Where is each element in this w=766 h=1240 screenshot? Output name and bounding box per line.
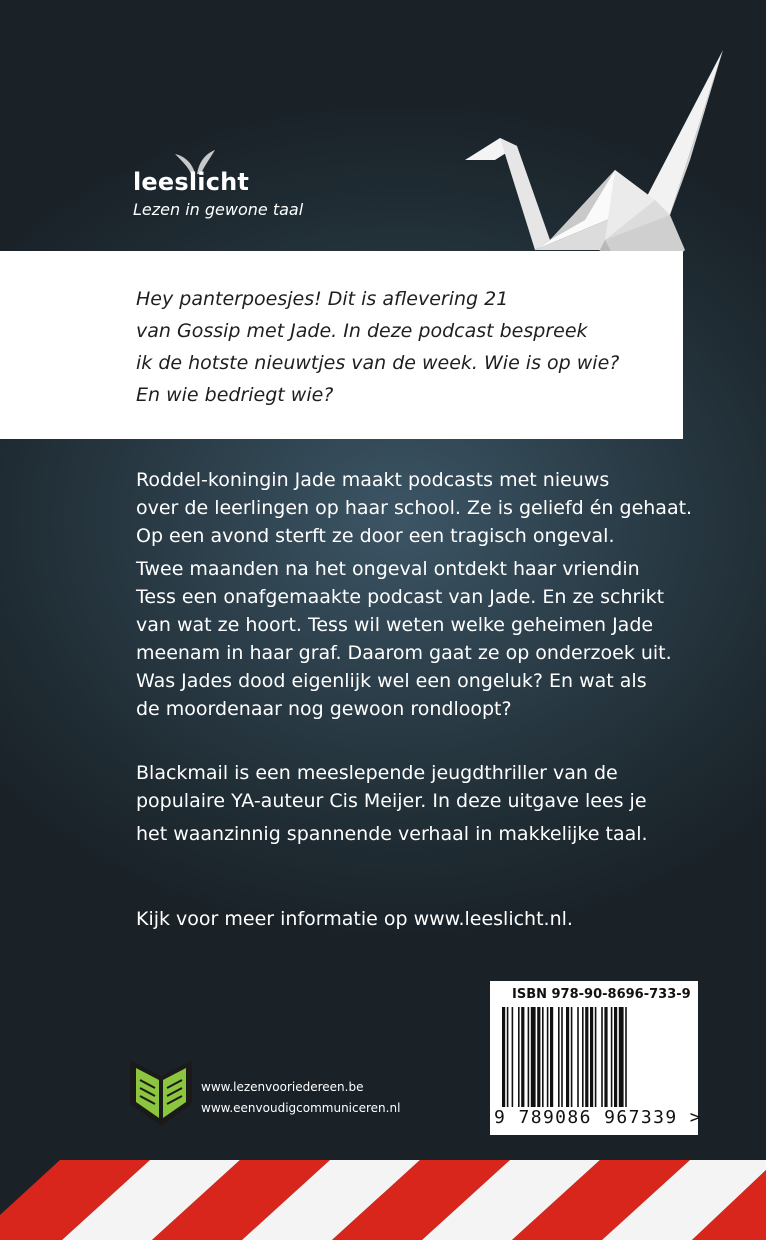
description-line: de moordenaar nog gewoon rondloopt? — [136, 698, 512, 720]
blurb-line: Blackmail is een meeslepende jeugdthriller van de — [136, 762, 618, 784]
description-line: Op een avond sterft ze door een tragisch ongeval. — [136, 525, 615, 547]
description-line: meenam in haar graf. Daarom gaat ze op onderzoek uit. — [136, 642, 672, 664]
quote-panel — [0, 251, 683, 439]
info-line: Kijk voor meer informatie op www.leeslicht.nl. — [136, 908, 573, 930]
publisher-name: leeslicht — [133, 168, 250, 196]
partner-link[interactable]: www.eenvoudigcommuniceren.nl — [201, 1101, 401, 1115]
quote-line: En wie bedriegt wie? — [136, 384, 334, 406]
description-line: over de leerlingen op haar school. Ze is geliefd én gehaat. — [136, 497, 693, 519]
description-line: van wat ze hoort. Tess wil weten welke geheimen Jade — [136, 614, 654, 636]
isbn-digits: 9 789086 967339 > — [494, 1107, 703, 1128]
partner-link[interactable]: www.lezenvooriedereen.be — [201, 1080, 364, 1094]
quote-line: ik de hotste nieuwtjes van de week. Wie is op wie? — [136, 352, 620, 374]
hazard-stripes — [0, 1160, 766, 1240]
barcode-icon — [498, 1007, 688, 1107]
description-line: Roddel-koningin Jade maakt podcasts met nieuws — [136, 469, 610, 491]
book-icon — [130, 1060, 192, 1126]
quote-line: Hey panterpoesjes! Dit is aflevering 21 — [136, 288, 509, 310]
blurb-line: het waanzinnig spannende verhaal in makkelijke taal. — [136, 823, 648, 845]
publisher-tagline: Lezen in gewone taal — [133, 200, 304, 219]
isbn-label: ISBN 978-90-8696-733-9 — [512, 987, 691, 1002]
description-line: Twee maanden na het ongeval ontdekt haar vriendin — [136, 558, 640, 580]
quote-line: van Gossip met Jade. In deze podcast bespreek — [136, 320, 588, 342]
blurb-line: populaire YA-auteur Cis Meijer. In deze uitgave lees je — [136, 790, 647, 812]
description-line: Was Jades dood eigenlijk wel een ongeluk? En wat als — [136, 670, 647, 692]
description-line: Tess een onafgemaakte podcast van Jade. En ze schrikt — [136, 586, 665, 608]
isbn-barcode — [490, 981, 703, 1135]
